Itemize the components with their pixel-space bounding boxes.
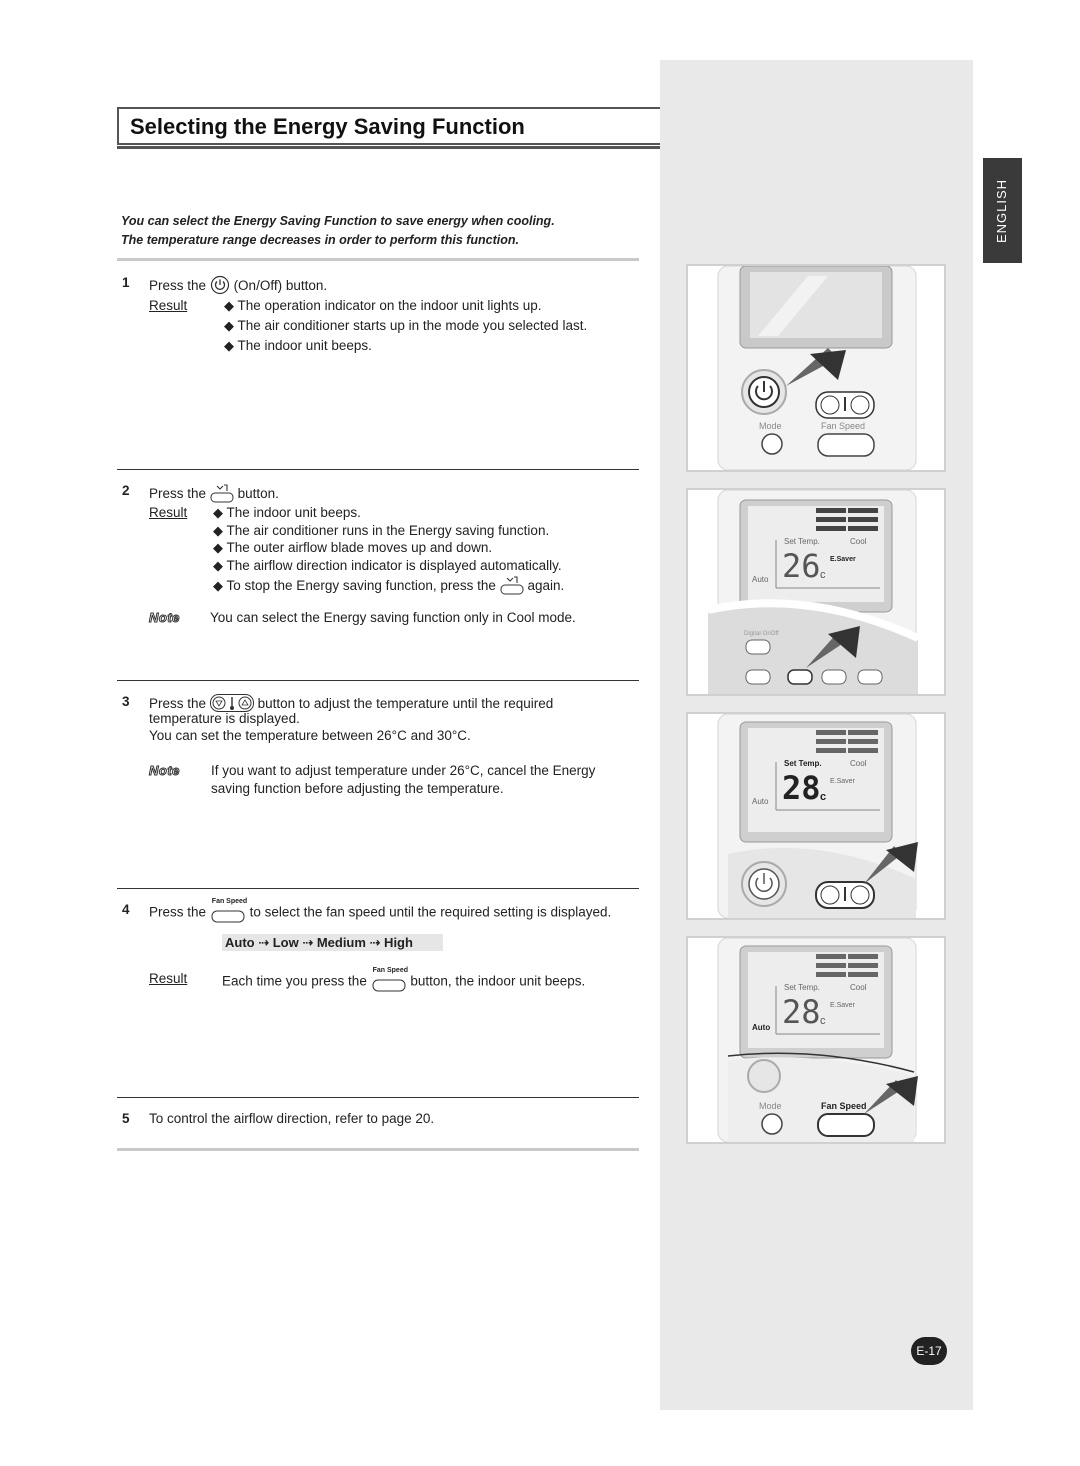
step-4-result: Each time you press the Fan Speed button, the indoor unit beeps. <box>222 971 585 993</box>
fan-speed-icon: Fan Speed <box>210 902 246 924</box>
step-3-text: Press the button to adjust the temperature until the required <box>149 694 553 715</box>
auto-label: Auto <box>752 575 769 584</box>
step-3-number: 3 <box>122 694 130 709</box>
remote-panel-power <box>686 264 946 472</box>
digital-onoff-label: Digital·OnOff <box>744 631 779 637</box>
cool-label: Cool <box>850 759 867 768</box>
cool-label: Cool <box>850 537 867 546</box>
mode-label: Mode <box>759 1101 782 1111</box>
step-3-line-3: You can set the temperature between 26°C and 30°C. <box>149 728 471 743</box>
intro-line-1: You can select the Energy Saving Function to save energy when cooling. <box>121 214 555 228</box>
step-3-note-1: If you want to adjust temperature under 26°C, cancel the Energy <box>211 763 596 778</box>
step-1-result-1: ◆ The operation indicator on the indoor unit lights up. <box>224 298 542 313</box>
temperature-unit: c <box>820 791 827 803</box>
step-2-stop: ◆ To stop the Energy saving function, press the again. <box>213 575 564 598</box>
mode-label: Mode <box>759 421 782 431</box>
fan-speed-icon: Fan Speed <box>371 971 407 993</box>
step-2-note: You can select the Energy saving function only in Cool mode. <box>210 610 576 625</box>
power-icon <box>210 275 230 298</box>
step-1-result-3: ◆ The indoor unit beeps. <box>224 338 372 353</box>
remote-panel-temperature <box>686 712 946 920</box>
step-2-divider <box>117 680 639 681</box>
result-label-1: Result <box>149 298 188 313</box>
step-2-result-2: ◆ The air conditioner runs in the Energy saving function. <box>213 523 550 538</box>
set-temp-label: Set Temp. <box>784 537 820 546</box>
step-2-result-4: ◆ The airflow direction indicator is displayed automatically. <box>213 558 562 573</box>
step-1-number: 1 <box>122 275 130 290</box>
step-2-result-3: ◆ The outer airflow blade moves up and down. <box>213 540 493 555</box>
step-5-text: To control the airflow direction, refer to page 20. <box>149 1111 435 1126</box>
bottom-divider <box>117 1148 639 1151</box>
remote-panel-energy-saver <box>686 488 946 696</box>
auto-label: Auto <box>752 797 769 806</box>
cool-label: Cool <box>850 983 867 992</box>
auto-label: Auto <box>752 1023 771 1032</box>
step-5-number: 5 <box>122 1111 130 1126</box>
note-label-2: Note <box>149 763 180 778</box>
step-2-result-1: ◆ The indoor unit beeps. <box>213 505 361 520</box>
page-title: Selecting the Energy Saving Function <box>130 114 525 139</box>
step-3-note-2: saving function before adjusting the temperature. <box>211 781 504 796</box>
step-2-text: Press the button. <box>149 483 279 506</box>
language-label: ENGLISH <box>994 178 1009 243</box>
step-4-number: 4 <box>122 902 130 917</box>
step-3-line-2: temperature is displayed. <box>149 711 300 726</box>
fan-speed-label: Fan Speed <box>821 1101 867 1111</box>
remote-panel-fan-speed <box>686 936 946 1144</box>
temperature-unit: c <box>820 1015 826 1027</box>
intro-divider <box>117 258 639 261</box>
temperature-display: 28 <box>782 769 821 807</box>
step-2-number: 2 <box>122 483 130 498</box>
fan-speed-sequence: Auto ⇢ Low ⇢ Medium ⇢ High <box>222 934 443 951</box>
step-3-divider <box>117 888 639 889</box>
energy-saver-icon <box>500 575 524 598</box>
set-temp-label: Set Temp. <box>784 759 822 768</box>
title-underline <box>117 146 662 149</box>
intro-line-2: The temperature range decreases in order to perform this function. <box>121 233 520 247</box>
step-4-divider <box>117 1097 639 1098</box>
esaver-label: E.Saver <box>830 1002 855 1009</box>
esaver-label: E.Saver <box>830 778 855 785</box>
result-label-2: Result <box>149 505 188 520</box>
step-1-text <box>149 275 327 298</box>
set-temp-label: Set Temp. <box>784 983 820 992</box>
energy-saver-icon <box>210 483 234 506</box>
note-label-1: Note <box>149 610 180 625</box>
fan-speed-label: Fan Speed <box>821 421 866 431</box>
esaver-label: E.Saver <box>830 556 856 563</box>
page-number: E-17 <box>911 1337 947 1365</box>
press-the-label: Press the <box>149 278 207 294</box>
temperature-display: 26 <box>782 547 821 585</box>
step-1-divider <box>117 469 639 470</box>
temperature-display: 28 <box>782 993 821 1031</box>
step-1-result-2: ◆ The air conditioner starts up in the mode you selected last. <box>224 318 588 333</box>
step-1-suffix: (On/Off) button. <box>233 278 328 294</box>
temperature-unit: c <box>820 569 826 581</box>
step-4-text: Press the Fan Speed to select the fan speed until the required setting is displayed. <box>149 902 611 924</box>
result-label-4: Result <box>149 971 188 986</box>
